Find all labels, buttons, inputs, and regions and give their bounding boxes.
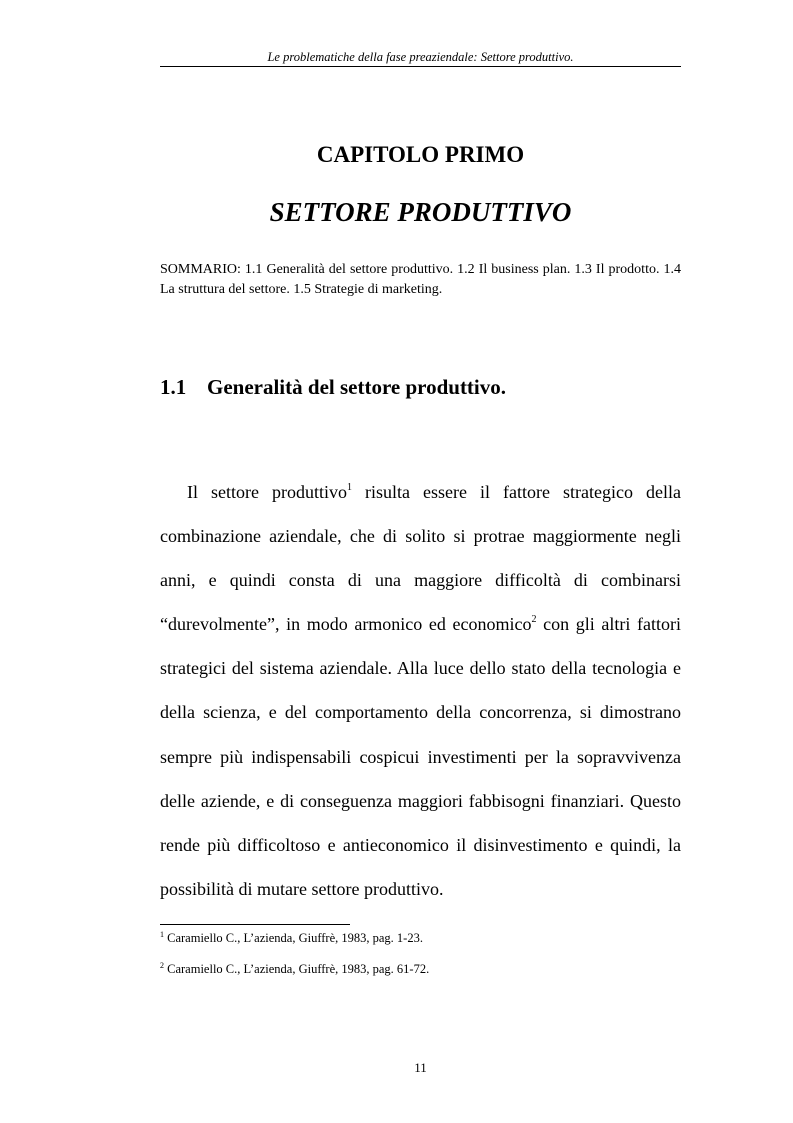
section-title: Generalità del settore produttivo. (207, 375, 507, 399)
footnote-mark: 2 (160, 961, 164, 970)
footnote (160, 962, 681, 977)
chapter-title: SETTORE PRODUTTIVO (269, 197, 572, 227)
paragraph-text-3: con gli altri fattori strategici del sistema aziendale. Alla luce dello stato della tecnologia e della scienza, e del comportamento della concorrenza, si dimostrano sempre più indispensabili cospicui investimenti per la sopravvivenza delle aziende, e di conseguenza maggiori fabbisogni finanziari. Questo rende più difficoltoso e antieconomico il disinvestimento e quindi, la possibilità di mutare settore produttivo. (160, 614, 681, 899)
section-number: 1.1 (160, 375, 187, 399)
paragraph-text-2: risulta essere il fattore strategico della combinazione aziendale, che di solito si protrae maggiormente negli anni, e quindi consta di una maggiore difficoltà di combinarsi “durevolmente”, in modo armonico ed economico (160, 482, 681, 635)
chapter-summary: SOMMARIO: 1.1 Generalità del settore produttivo. 1.2 Il business plan. 1.3 Il prodotto. 1.4 La struttura del settore. 1.5 Strategie di marketing. (160, 262, 681, 297)
footnote-text: Caramiello C., L’azienda, Giuffrè, 1983, pag. 1-23. (164, 931, 423, 945)
header-rule (160, 66, 681, 67)
body-paragraph (160, 470, 681, 911)
footnote (160, 931, 681, 946)
chapter-label: CAPITOLO PRIMO (316, 142, 525, 167)
footnote-ref-1: 1 (347, 482, 353, 493)
paragraph-text-1: Il settore produttivo (187, 482, 348, 502)
section-heading (160, 375, 506, 400)
footnote-text: Caramiello C., L’azienda, Giuffrè, 1983, pag. 61-72. (164, 962, 430, 976)
footnote-rule (160, 924, 350, 925)
footnote-ref-2: 2 (531, 614, 537, 626)
footnote-mark: 1 (160, 930, 164, 939)
running-header: Le problematiche della fase preaziendale: Settore produttivo. (267, 50, 574, 64)
page-number: 11 (414, 1060, 427, 1075)
